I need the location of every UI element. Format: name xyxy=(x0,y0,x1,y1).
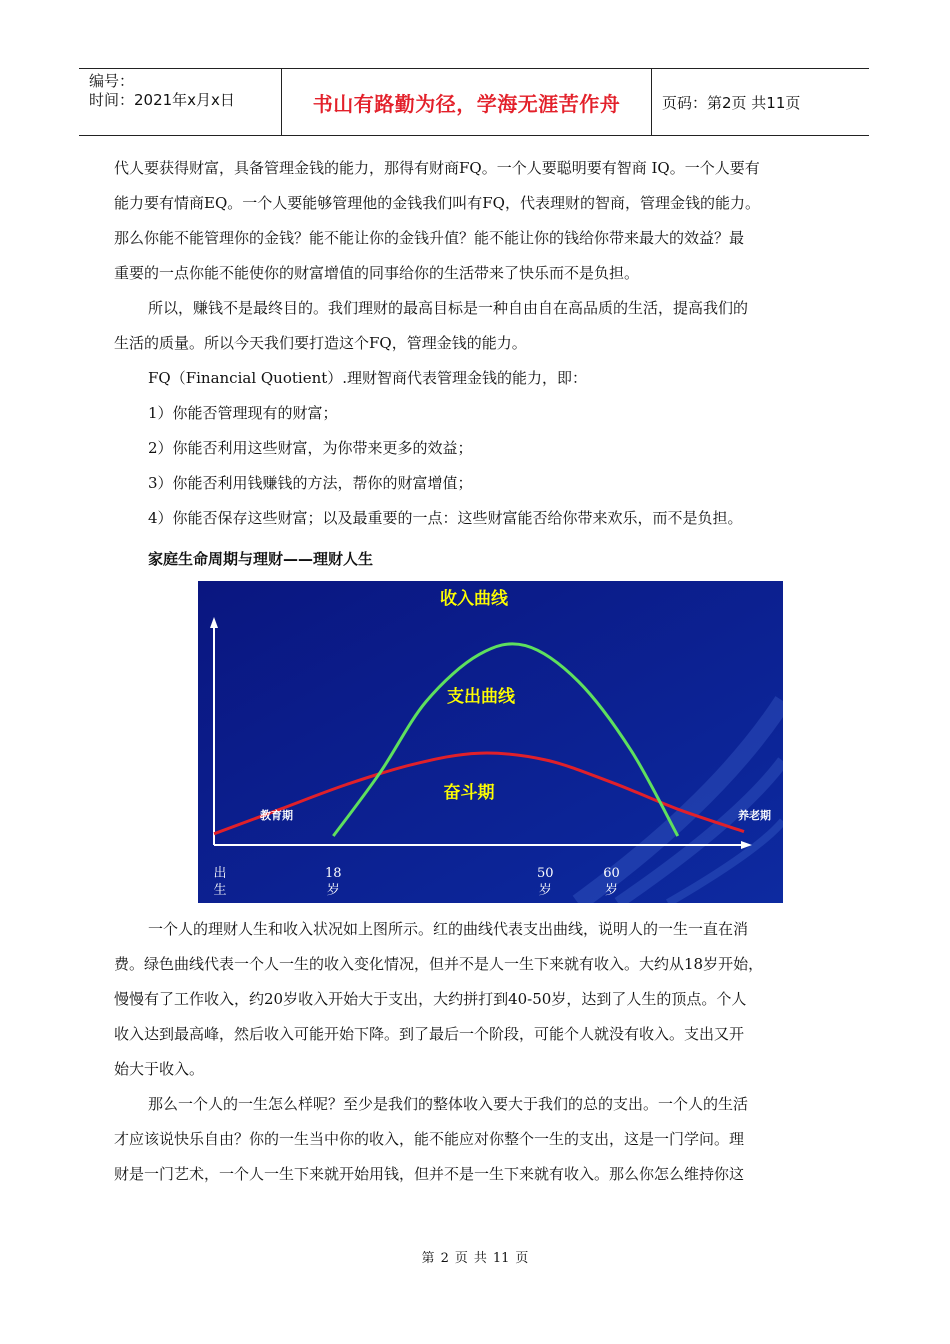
code-label: 编号： xyxy=(89,72,135,90)
x-tick-label: 岁 xyxy=(538,883,552,898)
x-tick-label: 出 xyxy=(213,866,227,881)
para2-line: 生活的质量。所以今天我们要打造这个FQ，管理金钱的能力。 xyxy=(114,334,527,352)
para1-line: 那么你能不能管理你的金钱？能不能让你的金钱升值？能不能让你的钱给你带来最大的效益？最 xyxy=(114,229,745,247)
page-header xyxy=(79,68,869,136)
body-text-top xyxy=(114,151,838,536)
header-motto: 书山有路勤为径，学海无涯苦作舟 xyxy=(282,69,652,135)
para5-line: 才应该说快乐自由？你的一生当中你的收入，能不能应对你整个一生的支出，这是一门学问。理 xyxy=(114,1130,745,1148)
label-retirement: 养老期 xyxy=(738,810,771,822)
page-footer xyxy=(0,1247,950,1266)
x-tick-label: 岁 xyxy=(604,883,619,898)
label-income: 收入曲线 xyxy=(440,589,508,608)
x-tick-label: 60 xyxy=(603,866,620,881)
section-title: 家庭生命周期与理财——理财人生 xyxy=(148,550,374,568)
footer-text: 页 xyxy=(454,1251,468,1266)
para1-line: 重要的一点你能不能使你的财富增值的同事给你的生活带来了快乐而不是负担。 xyxy=(114,264,640,282)
list-item: 2）你能否利用这些财富，为你带来更多的效益； xyxy=(148,439,473,457)
x-tick-label: 18 xyxy=(324,866,342,881)
para1-line: 能力要有情商EQ。一个人要能够管理他的金钱我们叫有FQ，代表理财的智商，管理金钱的能力。 xyxy=(114,194,760,212)
para1-line: 代人要获得财富，具备管理金钱的能力，那得有财商FQ。一个人要聪明要有智商 IQ。一个人要有 xyxy=(114,159,760,177)
footer-total: 11 xyxy=(492,1251,510,1266)
para5-line: 那么一个人的一生怎么样呢？至少是我们的整体收入要大于我们的总的支出。一个人的生活 xyxy=(148,1095,749,1113)
para5-line: 财是一门艺术，一个人一生下来就开始用钱，但并不是一生下来就有收入。那么你怎么维持你这 xyxy=(114,1165,745,1183)
footer-text: 第 xyxy=(421,1251,435,1266)
list-item: 4）你能否保存这些财富；以及最重要的一点：这些财富能否给你带来欢乐，而不是负担。 xyxy=(148,509,743,527)
date-label: 时间：2021年x月x日 xyxy=(89,91,235,109)
x-tick-label: 50 xyxy=(536,866,554,881)
footer-text: 页 xyxy=(515,1251,529,1266)
header-page-label: 页码：第2页 共11页 xyxy=(662,93,801,112)
label-expense: 支出曲线 xyxy=(447,687,515,706)
list-item: 3）你能否利用钱赚钱的方法，帮你的财富增值； xyxy=(148,474,473,492)
para4-line: 收入达到最高峰，然后收入可能开始下降。到了最后一个阶段，可能个人就没有收入。支出又开 xyxy=(114,1025,745,1043)
list-item: 1）你能否管理现有的财富； xyxy=(148,404,338,422)
label-education: 教育期 xyxy=(260,810,293,822)
footer-text: 共 xyxy=(473,1251,487,1266)
chart-background xyxy=(198,581,783,903)
para4-line: 费。绿色曲线代表一个人一生的收入变化情况，但并不是人一生下来就有收入。大约从18岁开始， xyxy=(114,955,764,973)
header-info-cell xyxy=(79,69,282,135)
life-cycle-chart xyxy=(198,581,783,903)
footer-page: 2 xyxy=(440,1251,449,1266)
para3: FQ（Financial Quotient）.理财智商代表管理金钱的能力，即： xyxy=(148,369,588,387)
para4-line: 一个人的理财人生和收入状况如上图所示。红的曲线代表支出曲线，说明人的一生一直在消 xyxy=(148,920,749,938)
x-tick-label: 岁 xyxy=(326,883,340,898)
para4-line: 始大于收入。 xyxy=(114,1060,205,1078)
x-tick-label: 生 xyxy=(213,883,227,898)
para4-line: 慢慢有了工作收入，约20岁收入开始大于支出，大约拼打到40-50岁，达到了人生的顶点。个人 xyxy=(114,990,747,1008)
chart-svg xyxy=(198,581,783,903)
para2-line: 所以，赚钱不是最终目的。我们理财的最高目标是一种自由自在高品质的生活，提高我们的 xyxy=(148,299,749,317)
label-struggle: 奋斗期 xyxy=(443,783,495,802)
body-text-bottom xyxy=(114,912,838,1192)
